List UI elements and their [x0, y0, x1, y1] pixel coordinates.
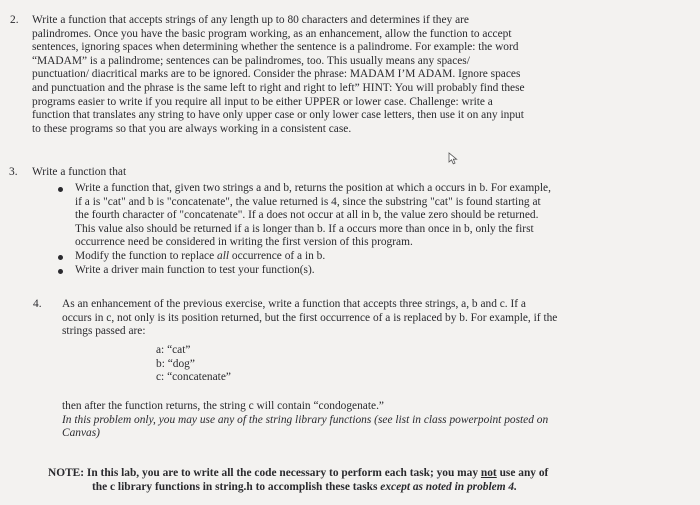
q3-bullet-1-line: the fourth character of "concatenate". If a does not occur at all in b, the value zero should be returned.	[75, 209, 539, 222]
note-line-2-italic: except as noted in problem 4.	[380, 480, 517, 493]
q3-bullet-3-text: Write a driver main function to test your function(s).	[75, 263, 315, 276]
q2-line: Write a function that accepts strings of any length up to 80 characters and determines if they are	[32, 14, 469, 26]
bullet-icon	[58, 269, 63, 274]
note-line-2-prefix: the c library functions in string.h to accomplish these tasks	[92, 480, 381, 493]
note-line-2	[48, 481, 628, 495]
q4-string-a: a: “cat”	[156, 344, 191, 356]
q4-line: As an enhancement of the previous exercise, write a function that accepts three strings, a, b and c. If a	[62, 298, 526, 310]
q3-bullet-3	[52, 264, 612, 278]
q3-bullet-1-line: This value also should be returned if a is longer than b. If a occurs more than once in b, only the first	[75, 222, 534, 235]
q3-bullet-1-line: occurrence need be considered in writing the first version of this program.	[75, 236, 413, 249]
note-line-1	[48, 467, 628, 481]
q4-example-strings	[156, 344, 231, 385]
q3-bullet-2-emphasis: all	[217, 249, 230, 262]
q4-after-block	[62, 400, 622, 441]
q2-line: programs easier to write if you require all input to be either UPPER or lower case. Challenge: write a	[32, 95, 493, 108]
bullet-icon	[58, 255, 63, 260]
bullet-icon	[58, 187, 63, 192]
q3-bullet-1	[52, 182, 612, 250]
q4-italic-line: In this problem only, you may use any of the string library functions (see list in class powerpoint posted on	[62, 413, 549, 426]
question-4-number: 4.	[33, 298, 42, 310]
q3-bullet-1-line: if a is "cat" and b is "concatenate", the value returned is 4, since the substring "cat" is found starting at	[75, 195, 541, 208]
q2-line: function that translates any string to have only upper case or only lower case letters, then use it on any input	[32, 109, 524, 122]
question-3	[9, 166, 632, 276]
q2-line: punctuation/ diacritical marks are to be ignored. Consider the phrase: MADAM I’M ADAM. Ignore spaces	[32, 68, 521, 81]
q3-bullet-2-prefix: Modify the function to replace	[75, 249, 218, 262]
note-line-1-suffix: use any of	[496, 467, 549, 479]
mouse-cursor-icon	[448, 152, 459, 165]
q3-bullet-list	[52, 182, 612, 277]
question-4	[33, 298, 622, 440]
question-2	[10, 14, 632, 136]
q4-result-text: then after the function returns, the string c will contain “condogenate.”	[62, 400, 384, 412]
q4-italic-line: Canvas)	[62, 427, 100, 440]
q4-line: occurs in c, not only is its position returned, but the first occurrence of a is replaced by b. For example, if the	[62, 311, 558, 324]
q3-intro: Write a function that	[32, 166, 127, 178]
question-3-number: 3.	[9, 166, 18, 178]
q3-bullet-2	[52, 250, 612, 264]
note-underlined-word: not	[480, 467, 497, 479]
q2-line: “MADAM” is a palindrome; sentences can be palindromes, too. This usually means any spaces/	[32, 54, 470, 67]
q4-string-b: b: “dog”	[156, 357, 195, 370]
lab-note	[48, 467, 628, 494]
q2-line: to these programs so that you are always working in a consistent case.	[32, 122, 352, 135]
q3-bullet-2-suffix: occurrence of a in b.	[229, 249, 326, 262]
q2-line: and punctuation and the phrase is the same left to right and right to left” HINT: You will probably find these	[32, 81, 525, 94]
q4-line: strings passed are:	[62, 325, 146, 338]
q2-line: sentences, ignoring spaces when determining whether the sentence is a palindrome. For example: the word	[32, 41, 519, 54]
q4-string-c: c: “concatenate”	[156, 371, 231, 384]
note-line-1-prefix: NOTE: In this lab, you are to write all the code necessary to perform each task; you may	[48, 467, 481, 479]
q2-line: palindromes. Once you have the basic program working, as an enhancement, allow the function to accept	[32, 27, 512, 40]
q3-bullet-1-line: Write a function that, given two strings a and b, returns the position at which a occurs in b. For example,	[75, 182, 551, 194]
question-2-number: 2.	[10, 14, 19, 26]
